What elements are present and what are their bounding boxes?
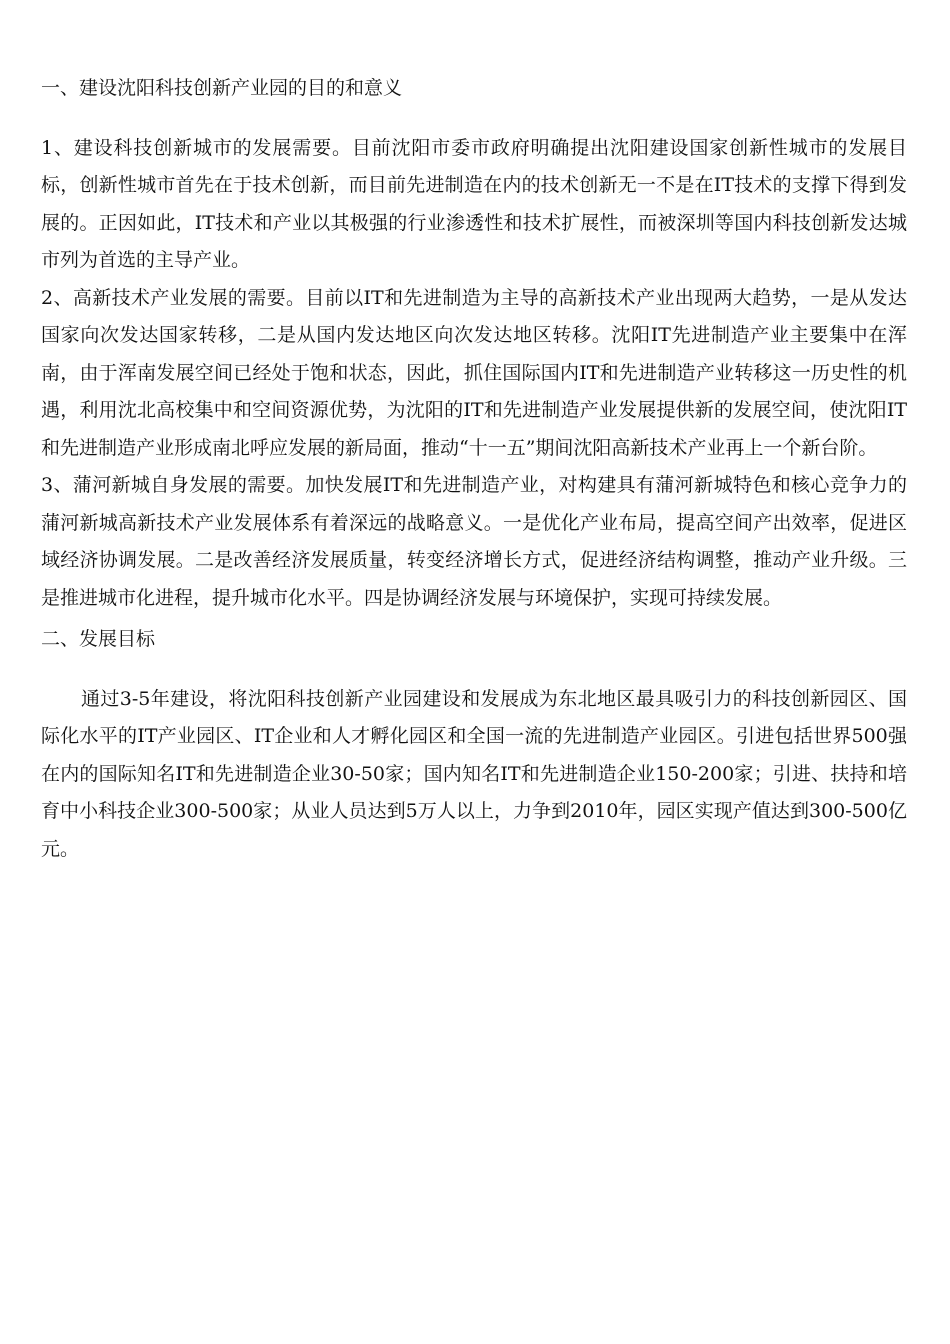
document-page [41,70,907,868]
section-2-heading: 二、发展目标 [41,628,156,650]
section-1-paragraph-2: 2、高新技术产业发展的需要。目前以IT和先进制造为主导的高新技术产业出现两大趋势，一是从发达国家向次发达国家转移，二是从国内发达地区向次发达地区转移。沈阳IT先进制造产业主要集中在浑南，由于浑南发展空间已经处于饱和状态，因此，抓住国际国内IT和先进制造产业转移这一历史性的机遇，利用沈北高校集中和空间资源优势，为沈阳的IT和先进制造产业发展提供新的发展空间，使沈阳IT和先进制造产业形成南北呼应发展的新局面，推动“十一五”期间沈阳高新技术产业再上一个新台阶。 [41,286,907,459]
spacer [41,108,907,130]
spacer [41,659,907,681]
section-1-paragraph-1: 1、建设科技创新城市的发展需要。目前沈阳市委市政府明确提出沈阳建设国家创新性城市的发展目标，创新性城市首先在于技术创新，而目前先进制造在内的技术创新无一不是在IT技术的支撑下得到发展的。正因如此，IT技术和产业以其极强的行业渗透性和技术扩展性，而被深圳等国内科技创新发达城市列为首选的主导产业。 [41,136,907,271]
section-2-paragraph-1: 通过3-5年建设，将沈阳科技创新产业园建设和发展成为东北地区最具吸引力的科技创新园区、国际化水平的IT产业园区、IT企业和人才孵化园区和全国一流的先进制造产业园区。引进包括世界500强在内的国际知名IT和先进制造企业30-50家；国内知名IT和先进制造企业150-200家；引进、扶持和培育中小科技企业300-500家；从业人员达到5万人以上，力争到2010年，园区实现产值达到300-500亿元。 [41,687,907,860]
section-1-paragraph-3: 3、蒲河新城自身发展的需要。加快发展IT和先进制造产业，对构建具有蒲河新城特色和核心竞争力的蒲河新城高新技术产业发展体系有着深远的战略意义。一是优化产业布局，提高空间产出效率，促进区域经济协调发展。二是改善经济发展质量，转变经济增长方式，促进经济结构调整，推动产业升级。三是推进城市化进程，提升城市化水平。四是协调经济发展与环境保护，实现可持续发展。 [41,474,907,609]
section-1-heading: 一、建设沈阳科技创新产业园的目的和意义 [41,77,403,99]
